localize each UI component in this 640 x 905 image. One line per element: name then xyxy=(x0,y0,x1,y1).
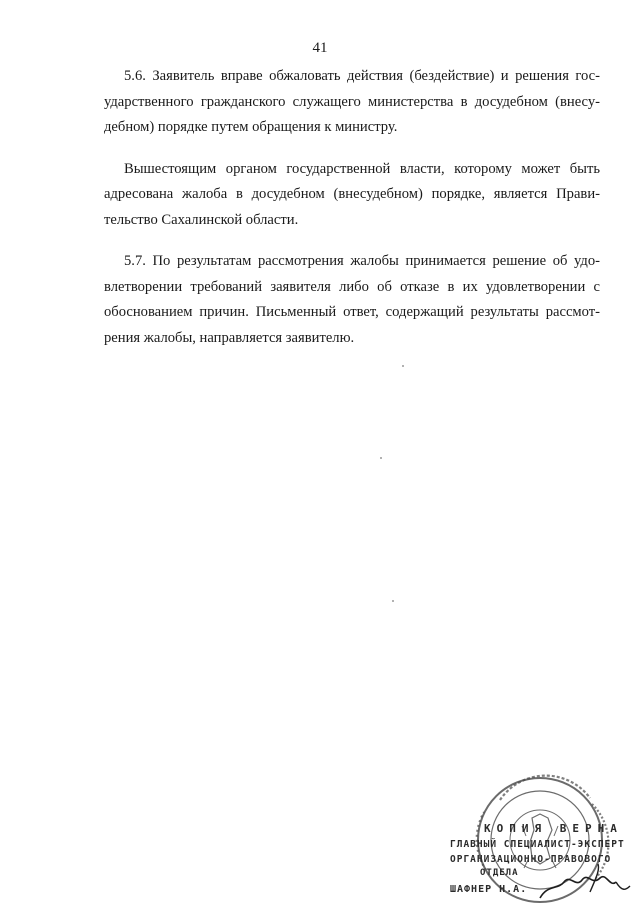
paragraph-5-6-higher-authority xyxy=(104,157,600,234)
document-body xyxy=(104,64,600,367)
text-line: дебном) порядке путем обращения к министру. xyxy=(104,119,398,135)
scan-speck xyxy=(402,365,404,367)
certification-department: ОРГАНИЗАЦИОННО-ПРАВОВОГО xyxy=(450,854,612,865)
page-number: 41 xyxy=(312,40,328,56)
paragraph-5-6 xyxy=(104,64,600,141)
text-line: влетворении требований заявителя либо об отказе в их удовлетворении с xyxy=(104,278,600,295)
text-line: адресована жалоба в досудебном (внесудебном) порядке, является Прави- xyxy=(104,186,600,202)
certification-signatory: ШАФНЕР Н.А. xyxy=(450,884,528,895)
text-line: обоснованием причин. Письменный ответ, содержащий результаты рассмот- xyxy=(104,304,600,320)
certification-position: ГЛАВНЫЙ СПЕЦИАЛИСТ-ЭКСПЕРТ xyxy=(450,839,625,850)
paragraph-5-7 xyxy=(104,249,600,351)
text-line: ударственного гражданского служащего министерства в досудебном (внесу- xyxy=(104,93,600,110)
certification-division: ОТДЕЛА xyxy=(480,868,519,878)
certification-stamp xyxy=(440,760,640,905)
text-line: рения жалобы, направляется заявителю. xyxy=(104,329,355,346)
text-line: 5.7. По результатам рассмотрения жалобы принимается решение об удо- xyxy=(124,253,600,269)
text-line: тельство Сахалинской области. xyxy=(104,211,299,228)
scan-speck xyxy=(380,457,382,459)
text-line: Вышестоящим органом государственной власти, которому может быть xyxy=(124,160,600,177)
certification-title: КОПИЯ ВЕРНА xyxy=(484,822,623,835)
scan-speck xyxy=(392,600,394,602)
text-line: 5.6. Заявитель вправе обжаловать действия (бездействие) и решения гос- xyxy=(124,68,600,84)
